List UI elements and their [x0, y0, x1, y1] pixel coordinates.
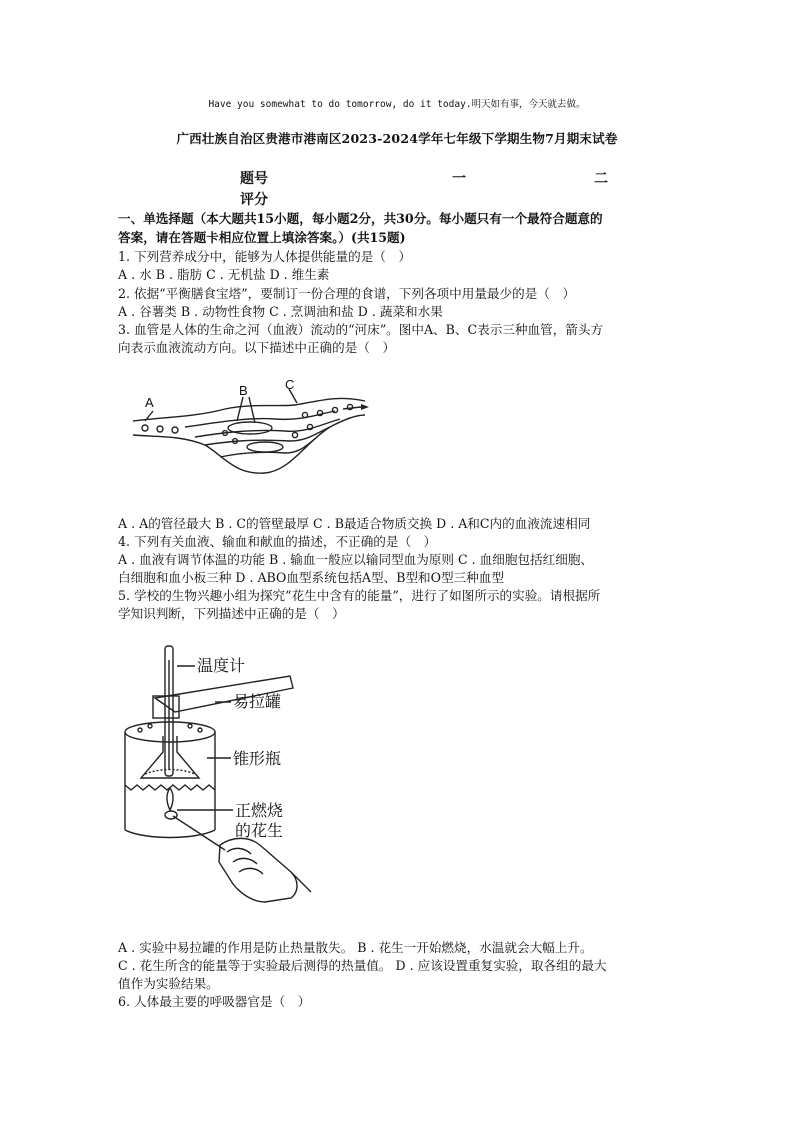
score-table-col-1: 一 [452, 171, 466, 187]
question-4-options-line1: A . 血液有调节体温的功能 B . 输血一般应以输同型血为原则 C . 血细胞包括红细胞、 [118, 552, 594, 567]
exam-title: 广西壮族自治区贵港市港南区2023-2024学年七年级下学期生物7月期末试卷 [176, 131, 618, 146]
section1-heading-line2: 答案，请在答题卡相应位置上填涂答案。）(共15题) [118, 230, 406, 245]
vessel-label-b: B [239, 383, 248, 398]
peanut-experiment-figure [115, 640, 325, 920]
question-4: 4. 下列有关血液、输血和献血的描述，不正确的是（ ） [118, 534, 437, 549]
blood-vessel-figure [125, 375, 375, 500]
score-table-row-label-1: 题号 [240, 171, 268, 187]
question-5-line1: 5. 学校的生物兴趣小组为探究“花生中含有的能量”，进行了如图所示的实验。请根据所 [118, 588, 601, 603]
label-peanut-line2: 的花生 [235, 821, 284, 840]
label-can: 易拉罐 [233, 692, 282, 711]
question-1-options: A . 水 B . 脂肪 C . 无机盐 D . 维生素 [118, 267, 330, 282]
question-5-line2: 学知识判断，下列描述中正确的是（ ） [118, 606, 345, 621]
question-3-line2: 向表示血液流动方向。以下描述中正确的是（ ） [118, 340, 396, 355]
label-peanut-line1: 正燃烧 [235, 801, 284, 820]
question-3-line1: 3. 血管是人体的生命之河（血液）流动的“河床”。图中A、B、C表示三种血管，箭头方 [118, 322, 604, 337]
score-table-col-2: 二 [594, 171, 608, 187]
question-2-options: A . 谷薯类 B . 动物性食物 C . 烹调油和盐 D . 蔬菜和水果 [118, 304, 443, 319]
vessel-label-c: C [285, 377, 295, 392]
label-flask: 锥形瓶 [233, 749, 282, 768]
question-2: 2. 依据“平衡膳食宝塔”，要制订一份合理的食谱，下列各项中用量最少的是（ ） [118, 286, 576, 301]
vessel-label-a: A [145, 395, 154, 410]
section1-heading-line1: 一、单选择题（本大题共15小题，每小题2分，共30分。每小题只有一个最符合题意的 [118, 211, 603, 226]
label-thermometer: 温度计 [197, 656, 246, 675]
question-4-options-line2: 白细胞和血小板三种 D . ABO血型系统包括A型、B型和O型三种血型 [118, 570, 504, 585]
question-5-options-line1: A . 实验中易拉罐的作用是防止热量散失。 B . 花生一开始燃烧，水温就会大幅上升。 [118, 940, 593, 955]
question-6: 6. 人体最主要的呼吸器官是（ ） [118, 994, 311, 1009]
question-3-options: A . A的管径最大 B . C的管壁最厚 C . B最适合物质交换 D . A和C内的血液流速相同 [118, 516, 591, 531]
question-5-options-line2: C . 花生所含的能量等于实验最后测得的热量值。 D . 应该设置重复实验，取各组的最大 [118, 958, 607, 973]
score-table-row-label-2: 评分 [240, 192, 268, 208]
question-5-options-line3: 值作为实验结果。 [118, 976, 219, 991]
question-1: 1. 下列营养成分中，能够为人体提供能量的是（ ） [118, 249, 412, 264]
motto-header: Have you somewhat to do tomorrow, do it today.明天如有事，今天就去做。 [208, 99, 586, 110]
